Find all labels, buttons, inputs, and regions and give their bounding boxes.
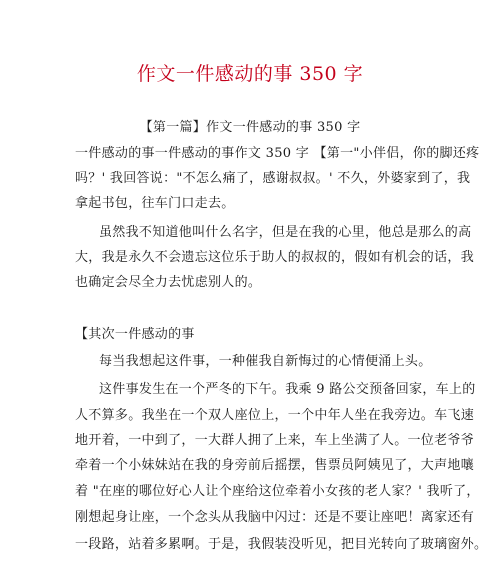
paragraph-line: 也确定会尽全力去忧虑别人的。: [75, 275, 262, 290]
paragraph-line: 一件感动的事一件感动的事作文 350 字 【第一"小伴侣，你的脚还疼: [75, 146, 480, 161]
paragraph-line: 大，我是永久不会遗忘这位乐于助人的叔叔的，假如有机会的话，我: [75, 250, 475, 265]
section-heading-1: 【第一篇】作文一件感动的事 350 字: [139, 120, 361, 135]
paragraph-line: 牵着一个小妹妹站在我的身旁前后摇摆，售票员阿姨见了，大声地嚷: [75, 458, 475, 473]
document-title: 作文一件感动的事 350 字: [136, 63, 364, 85]
paragraph-line: 地开着，一中到了，一大群人拥了上来，车上坐满了人。一位老爷爷: [75, 433, 475, 448]
paragraph-line: 拿起书包，往车门口走去。: [75, 196, 235, 211]
paragraph-line: 每当我想起这件事，一种催我自新悔过的心情便涌上头。: [99, 354, 432, 369]
paragraph-line: 这件事发生在一个严冬的下午。我乘 9 路公交预备回家，车上的: [99, 382, 476, 397]
section-heading-2: 【其次一件感动的事: [75, 327, 195, 342]
paragraph-line: 刚想起身让座，一个念头从我脑中闪过：还是不要让座吧！离家还有: [75, 510, 475, 525]
paragraph-line: 吗？' 我回答说："不怎么痛了，感谢叔叔。' 不久，外婆家到了，我: [75, 171, 471, 186]
paragraph-line: 虽然我不知道他叫什么名字，但是在我的心里，他总是那么的高: [99, 225, 472, 240]
paragraph-line: 人不算多。我坐在一个双人座位上，一个中年人坐在我旁边。车飞速: [75, 408, 475, 423]
paragraph-line: 一段路，站着多累啊。于是，我假装没听见，把目光转向了玻璃窗外。: [75, 537, 488, 552]
paragraph-line: 着 "在座的哪位好心人让个座给这位牵着小女孩的老人家？' 我听了，: [75, 484, 480, 499]
